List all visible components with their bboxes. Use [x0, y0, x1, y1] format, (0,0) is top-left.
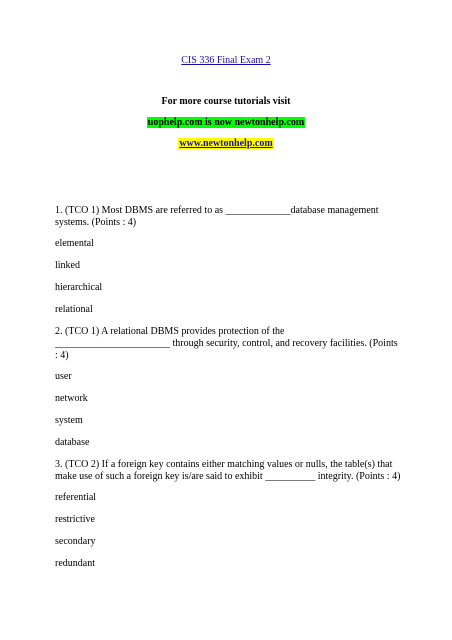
question-2-option-4: database — [55, 437, 90, 448]
question-2-option-3: system — [55, 415, 83, 426]
question-2-option-1: user — [55, 371, 72, 382]
question-3-option-4: redundant — [55, 558, 95, 569]
tutorials-heading: For more course tutorials visit — [161, 96, 291, 107]
question-1-option-2: linked — [55, 260, 80, 271]
website-link[interactable]: www.newtonhelp.com — [179, 138, 273, 149]
question-1-option-4: relational — [55, 304, 93, 315]
website-line — [0, 138, 452, 150]
question-2-option-2: network — [55, 393, 88, 404]
domain-notice-line — [0, 117, 452, 129]
question-3-line-2: make use of such a foreign key is/are said to exhibit __________ integrity. (Points : 4) — [55, 471, 401, 482]
exam-title-link[interactable]: CIS 336 Final Exam 2 — [181, 55, 271, 66]
question-1-option-3: hierarchical — [55, 282, 103, 293]
question-1-option-1: elemental — [55, 238, 94, 249]
question-3-option-3: secondary — [55, 536, 96, 547]
question-3-line-1: 3. (TCO 2) If a foreign key contains either matching values or nulls, the table(s) that — [55, 459, 393, 470]
question-1-line-1: 1. (TCO 1) Most DBMS are referred to as _____________database management — [55, 205, 379, 216]
question-1-line-2: systems. (Points : 4) — [55, 217, 137, 228]
question-2-line-2: _______________________ through security, control, and recovery facilities. (Points — [55, 338, 398, 349]
question-2-line-1: 2. (TCO 1) A relational DBMS provides protection of the — [55, 326, 285, 337]
domain-notice: uophelp.com is now newtonhelp.com — [147, 117, 305, 128]
title-line — [0, 55, 452, 67]
question-3-option-2: restrictive — [55, 514, 95, 525]
question-3-option-1: referential — [55, 492, 97, 503]
question-2-line-3: : 4) — [55, 350, 69, 361]
